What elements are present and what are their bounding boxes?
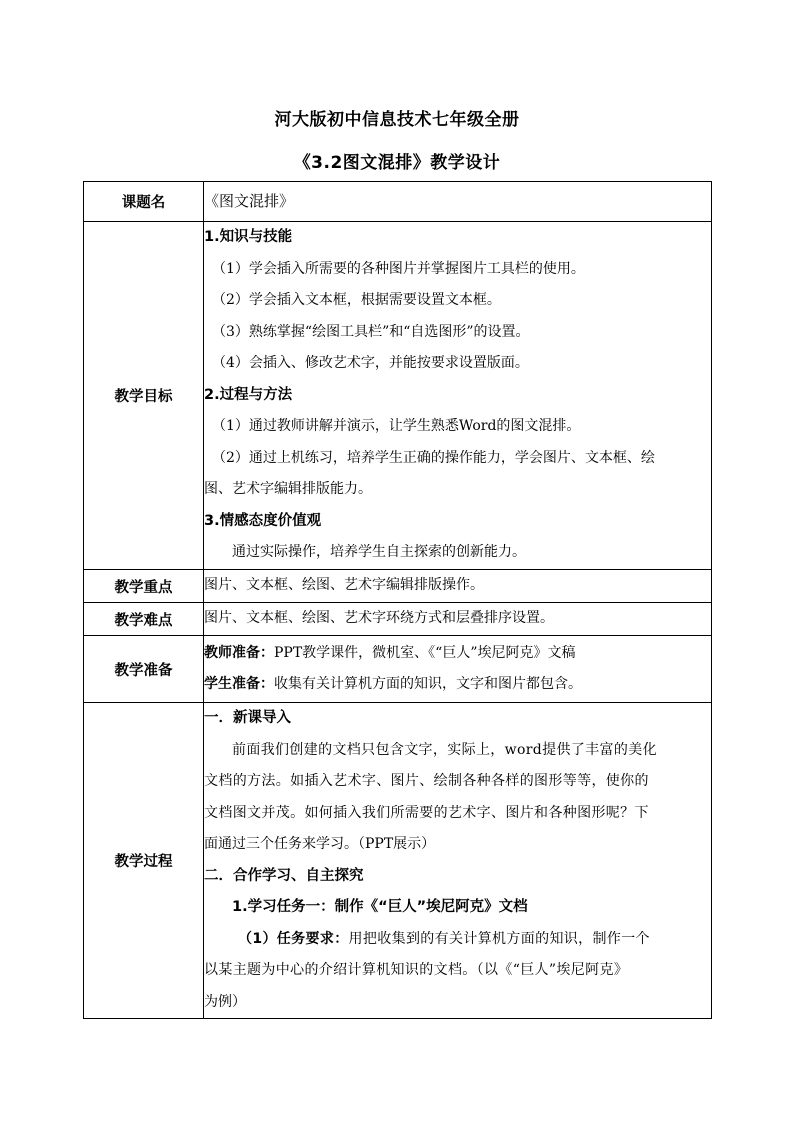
lesson-plan-table: [83, 181, 712, 1019]
task-requirement-label: （1）任务要求：: [238, 930, 349, 947]
list-item: （2）通过上机练习，培养学生正确的操作能力，学会图片、文本框、绘: [212, 449, 655, 466]
document-subtitle: 《3.2图文混排》教学设计: [293, 153, 501, 173]
table-row-objectives: [84, 222, 712, 570]
row-label-difficulties: 教学难点: [84, 603, 204, 636]
paragraph-line: 面通过三个任务来学习。（PPT展示）: [204, 836, 436, 852]
paragraph-line: 前面我们创建的文档只包含文字，实际上，word提供了丰富的美化: [232, 741, 657, 758]
table-row-key-points: [84, 570, 712, 603]
objectives-heading-attitude: 3.情感态度价值观: [204, 512, 322, 529]
paragraph-line: 以某主题为中心的介绍计算机知识的文档。（以《“巨人”埃尼阿克》: [204, 962, 629, 978]
table-row-difficulties: [84, 603, 712, 636]
paragraph-line: 文档的方法。如插入艺术字、图片、绘制各种各样的图形等等，使你的: [204, 773, 649, 789]
teacher-prep-value: PPT教学课件，微机室、《“巨人”埃尼阿克》文稿: [274, 644, 576, 661]
task1-heading: 1.学习任务一：制作《“巨人”埃尼阿克》文档: [232, 899, 528, 915]
list-item: （1）学会插入所需要的各种图片并掌握图片工具栏的使用。: [212, 260, 585, 277]
row-label-topic: 课题名: [84, 182, 204, 222]
process-content: [204, 703, 712, 1019]
paragraph-line: 文档图文并茂。如何插入我们所需要的艺术字、图片和各种图形呢？下: [204, 804, 649, 821]
student-prep-value: 收集有关计算机方面的知识，文字和图片都包含。: [274, 676, 582, 692]
task-requirement-text: 用把收集到的有关计算机方面的知识，制作一个: [348, 930, 650, 947]
topic-value: 《图文混排》: [204, 182, 712, 222]
table-row-preparation: [84, 636, 712, 703]
difficulties-content: 图片、文本框、绘图、艺术字环绕方式和层叠排序设置。: [204, 603, 712, 636]
list-item: 通过实际操作，培养学生自主探索的创新能力。: [232, 544, 526, 561]
row-label-objectives: 教学目标: [84, 222, 204, 570]
objectives-heading-process: 2.过程与方法: [204, 386, 293, 403]
student-prep-label: 学生准备：: [204, 676, 274, 692]
document-title: 河大版初中信息技术七年级全册: [274, 110, 520, 130]
objectives-heading-knowledge: 1.知识与技能: [204, 229, 293, 246]
table-row-process: [84, 703, 712, 1019]
process-heading-intro: 一．新课导入: [204, 710, 291, 726]
key-points-content: 图片、文本框、绘图、艺术字编辑排版操作。: [204, 570, 712, 603]
paragraph-line: 为例）: [204, 993, 246, 1010]
list-item: （4）会插入、修改艺术字，并能按要求设置版面。: [212, 355, 529, 372]
row-label-process: 教学过程: [84, 703, 204, 1019]
list-item: （1）通过教师讲解并演示，让学生熟悉Word的图文混排。: [212, 418, 581, 435]
teacher-prep-label: 教师准备：: [204, 644, 274, 661]
list-item: 图、艺术字编辑排版能力。: [204, 481, 372, 498]
table-row-topic: [84, 182, 712, 222]
objectives-content: [204, 222, 712, 570]
row-label-key-points: 教学重点: [84, 570, 204, 603]
list-item: （3）熟练掌握“绘图工具栏”和“自选图形”的设置。: [212, 323, 530, 340]
row-label-preparation: 教学准备: [84, 636, 204, 703]
process-heading-cooperative: 二．合作学习、自主探究: [204, 867, 364, 884]
list-item: （2）学会插入文本框，根据需要设置文本框。: [212, 292, 501, 309]
preparation-content: [204, 636, 712, 703]
